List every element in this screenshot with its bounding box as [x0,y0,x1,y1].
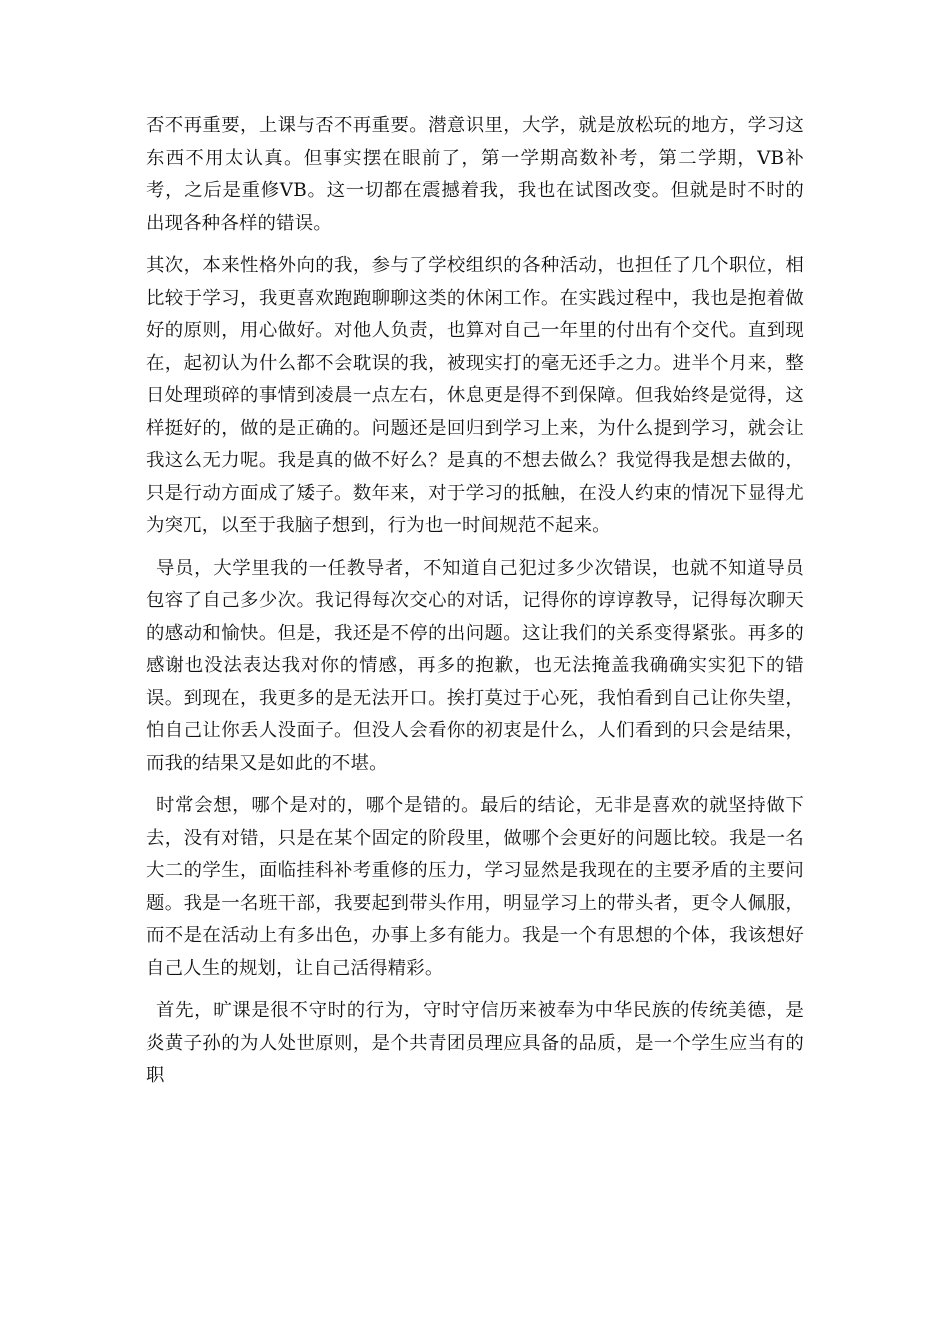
document-body [146,110,804,1103]
paragraph-5: 首先，旷课是很不守时的行为，守时守信历来被奉为中华民族的传统美德，是炎黄子孙的为人处世原则，是个共青团员理应具备的品质，是一个学生应当有的职 [146,1000,804,1086]
paragraph-3: 导员，大学里我的一任教导者，不知道自己犯过多少次错误，也就不知道导员包容了自己多少次。我记得每次交心的对话，记得你的谆谆教导，记得每次聊天的感动和愉快。但是，我还是不停的出问题。这让我们的关系变得紧张。再多的感谢也没法表达我对你的情感，再多的抱歉，也无法掩盖我确确实实犯下的错误。到现在，我更多的是无法开口。挨打莫过于心死，我怕看到自己让你失望，怕自己让你丢人没面子。但没人会看你的初衷是什么，人们看到的只会是结果，而我的结果又是如此的不堪。 [146,557,804,774]
paragraph-1: 否不再重要，上课与否不再重要。潜意识里，大学，就是放松玩的地方，学习这东西不用太认真。但事实摆在眼前了，第一学期高数补考，第二学期，VB补考，之后是重修VB。这一切都在震撼着我，我也在试图改变。但就是时不时的出现各种各样的错误。 [146,115,804,234]
paragraph-4: 时常会想，哪个是对的，哪个是错的。最后的结论，无非是喜欢的就坚持做下去，没有对错，只是在某个固定的阶段里，做哪个会更好的问题比较。我是一名大二的学生，面临挂科补考重修的压力，学习显然是我现在的主要矛盾的主要问题。我是一名班干部，我要起到带头作用，明显学习上的带头者，更令人佩服，而不是在活动上有多出色，办事上多有能力。我是一个有思想的个体，我该想好自己人生的规划，让自己活得精彩。 [146,795,804,979]
paragraph-2: 其次，本来性格外向的我，参与了学校组织的各种活动，也担任了几个职位，相比较于学习，我更喜欢跑跑聊聊这类的休闲工作。在实践过程中，我也是抱着做好的原则，用心做好。对他人负责，也算对自己一年里的付出有个交代。直到现在，起初认为什么都不会耽误的我，被现实打的毫无还手之力。进半个月来，整日处理琐碎的事情到凌晨一点左右，休息更是得不到保障。但我始终是觉得，这样挺好的，做的是正确的。问题还是回归到学习上来，为什么提到学习，就会让我这么无力呢。我是真的做不好么？是真的不想去做么？我觉得我是想去做的，只是行动方面成了矮子。数年来，对于学习的抵触，在没人约束的情况下显得尤为突兀，以至于我脑子想到，行为也一时间规范不起来。 [146,255,804,536]
